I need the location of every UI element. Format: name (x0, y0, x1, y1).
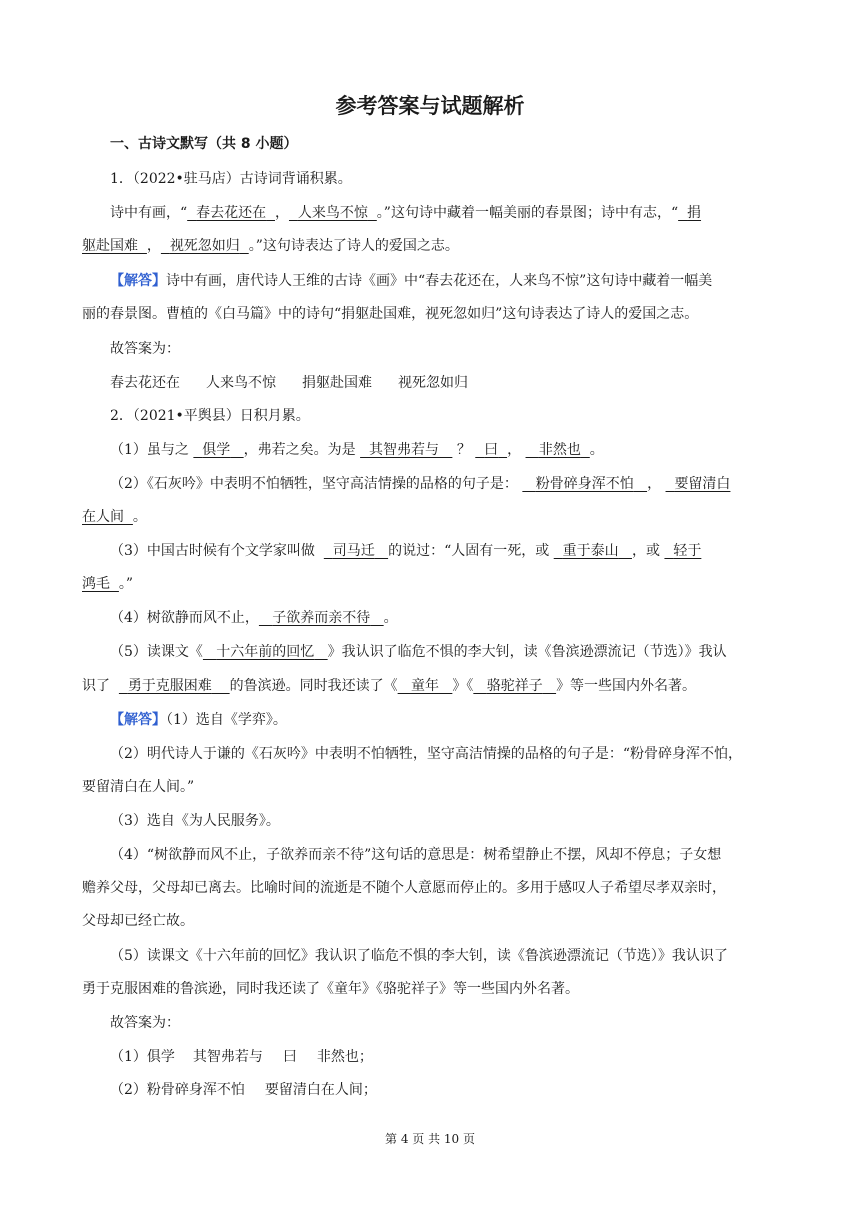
text: （3）中国古时候有个文学家叫做 (110, 543, 315, 559)
text: 。” (118, 576, 134, 592)
text: ， (274, 205, 289, 221)
question-1-solution-line-1 (110, 271, 810, 291)
answer-item: 其智弗若与 (192, 1049, 263, 1065)
question-1-answer-intro: 故答案为： (110, 341, 180, 357)
text: 。”这句诗中藏着一幅美丽的春景图；诗中有志，“ (376, 205, 679, 221)
answer-item: 要留清白在人间； (264, 1082, 377, 1098)
question-2-item-5-line-1 (110, 642, 810, 662)
question-2-item-2-line-2 (82, 507, 782, 527)
answer-item: （1）俱学 (110, 1049, 175, 1065)
answer-blank: 人来鸟不惊 (297, 205, 368, 221)
text: 。”这句诗表达了诗人的爱国之志。 (248, 238, 459, 254)
text: （5）读课文《 (110, 644, 203, 660)
text: 》等一些国内外名著。 (556, 678, 697, 694)
text: ， (647, 476, 662, 492)
text: ，或 (631, 543, 660, 559)
text: ？ (456, 442, 471, 458)
question-2-item-1 (110, 440, 810, 460)
page-title: 参考答案与试题解析 (335, 94, 525, 118)
question-2-item-3-line-2 (82, 574, 782, 594)
answer-blank: 骆驼祥子 (486, 678, 543, 694)
text: 的说过：“人固有一死，或 (388, 543, 550, 559)
question-2-solution-1 (110, 710, 810, 730)
question-2-stem: 2．（2021•平舆县）日积月累。 (110, 408, 310, 424)
page-footer: 第 4 页 共 10 页 (385, 1132, 475, 1146)
question-2-solution-4-line-3: 父母却已经亡故。 (82, 913, 194, 929)
question-2-solution-3: （3）选自《为人民服务》。 (110, 813, 280, 829)
answer-blank: 要留清白 (674, 476, 731, 492)
question-1-solution-line-2: 丽的春景图。曹植的《白马篇》中的诗句“捐躯赴国难，视死忽如归”这句诗表达了诗人的爱国之志。 (82, 306, 699, 322)
text: 。 (383, 610, 398, 626)
answer-item: （2）粉骨碎身浑不怕 (110, 1082, 245, 1098)
answer-item: 非然也； (316, 1049, 373, 1065)
text: ， (146, 238, 161, 254)
answer-item: 曰 (282, 1049, 297, 1065)
answer-blank: 十六年前的回忆 (216, 644, 315, 660)
answer-blank: 俱学 (202, 442, 231, 458)
question-1-line-2 (82, 236, 782, 256)
answer-blank: 鸿毛 (82, 576, 110, 592)
question-1-answers (110, 373, 810, 393)
answer-blank: 童年 (410, 678, 439, 694)
text: 诗中有画，唐代诗人王维的古诗《画》中“春去花还在，人来鸟不惊”这句诗中藏着一幅美 (166, 273, 713, 289)
text: 诗中有画，“ (110, 205, 188, 221)
question-2-item-2-line-1 (110, 474, 810, 494)
question-2-solution-5-line-2: 勇于克服困难的鲁滨逊，同时我还读了《童年》《骆驼祥子》等一些国内外名著。 (82, 981, 579, 997)
answer-blank: 子欲养而亲不待 (272, 610, 371, 626)
answer-blank: 粉骨碎身浑不怕 (535, 476, 634, 492)
question-2-answers-2 (110, 1080, 810, 1100)
solution-tag: 【解答】 (110, 273, 166, 289)
text: （1）虽与之 (110, 442, 189, 458)
question-2-solution-2-line-2: 要留清白在人间。” (82, 779, 195, 795)
answer-blank: 视死忽如归 (169, 238, 240, 254)
answer-blank: 司马迁 (332, 543, 375, 559)
answer-blank: 曰 (484, 442, 499, 458)
answer-blank: 躯赴国难 (82, 238, 138, 254)
text: （1）选自《学弈》。 (166, 712, 287, 728)
answer-blank: 非然也 (538, 442, 581, 458)
text: 》我认识了临危不惧的李大钊，读《鲁滨逊漂流记（节选）》我认 (327, 644, 727, 660)
question-2-item-3-line-1 (110, 541, 810, 561)
text: 。 (132, 509, 147, 525)
section-heading: 一、古诗文默写（共 8 小题） (110, 136, 298, 152)
answer-blank: 在人间 (82, 509, 124, 525)
question-2-item-4 (110, 608, 810, 628)
answer-blank: 春去花还在 (196, 205, 267, 221)
answer-blank: 勇于克服困难 (127, 678, 212, 694)
question-2-solution-5-line-1: （5）读课文《十六年前的回忆》我认识了临危不惧的李大钊，读《鲁滨逊漂流记（节选）》我认识了 (110, 948, 728, 964)
question-2-answer-intro: 故答案为： (110, 1015, 180, 1031)
question-2-item-5-line-2 (82, 676, 782, 696)
text: ， (507, 442, 522, 458)
question-1-stem: 1．（2022•驻马店）古诗词背诵积累。 (110, 171, 352, 187)
question-2-solution-4-line-2: 赡养父母，父母却已离去。比喻时间的流逝是不随个人意愿而停止的。多用于感叹人子希望尽孝双亲时， (82, 880, 726, 896)
question-2-answers-1 (110, 1047, 810, 1067)
question-2-solution-4-line-1: （4）“树欲静而风不止，子欲养而亲不待”这句话的意思是：树希望静止不摆，风却不停息；子女想 (110, 847, 722, 863)
answer-item: 人来鸟不惊 (206, 375, 276, 391)
answer-blank: 重于泰山 (562, 543, 619, 559)
solution-tag: 【解答】 (110, 712, 166, 728)
text: ，弗若之矣。为是 (243, 442, 356, 458)
answer-item: 春去花还在 (110, 375, 180, 391)
text: 》《 (452, 678, 474, 694)
text: 的鲁滨逊。同时我还读了《 (229, 678, 398, 694)
question-1-line-1 (110, 203, 810, 223)
text: 。 (589, 442, 604, 458)
text: 识了 (82, 678, 110, 694)
answer-blank: 其智弗若与 (369, 442, 439, 458)
answer-blank: 捐 (687, 205, 702, 221)
answer-item: 捐躯赴国难 (302, 375, 372, 391)
answer-blank: 轻于 (673, 543, 702, 559)
answer-item: 视死忽如归 (398, 375, 468, 391)
text: （4）树欲静而风不止， (110, 610, 259, 626)
text: （2）《石灰吟》中表明不怕牺牲，坚守高洁情操的品格的句子是： (110, 476, 518, 492)
question-2-solution-2-line-1: （2）明代诗人于谦的《石灰吟》中表明不怕牺牲，坚守高洁情操的品格的句子是：“粉骨碎身浑不怕， (110, 746, 743, 762)
